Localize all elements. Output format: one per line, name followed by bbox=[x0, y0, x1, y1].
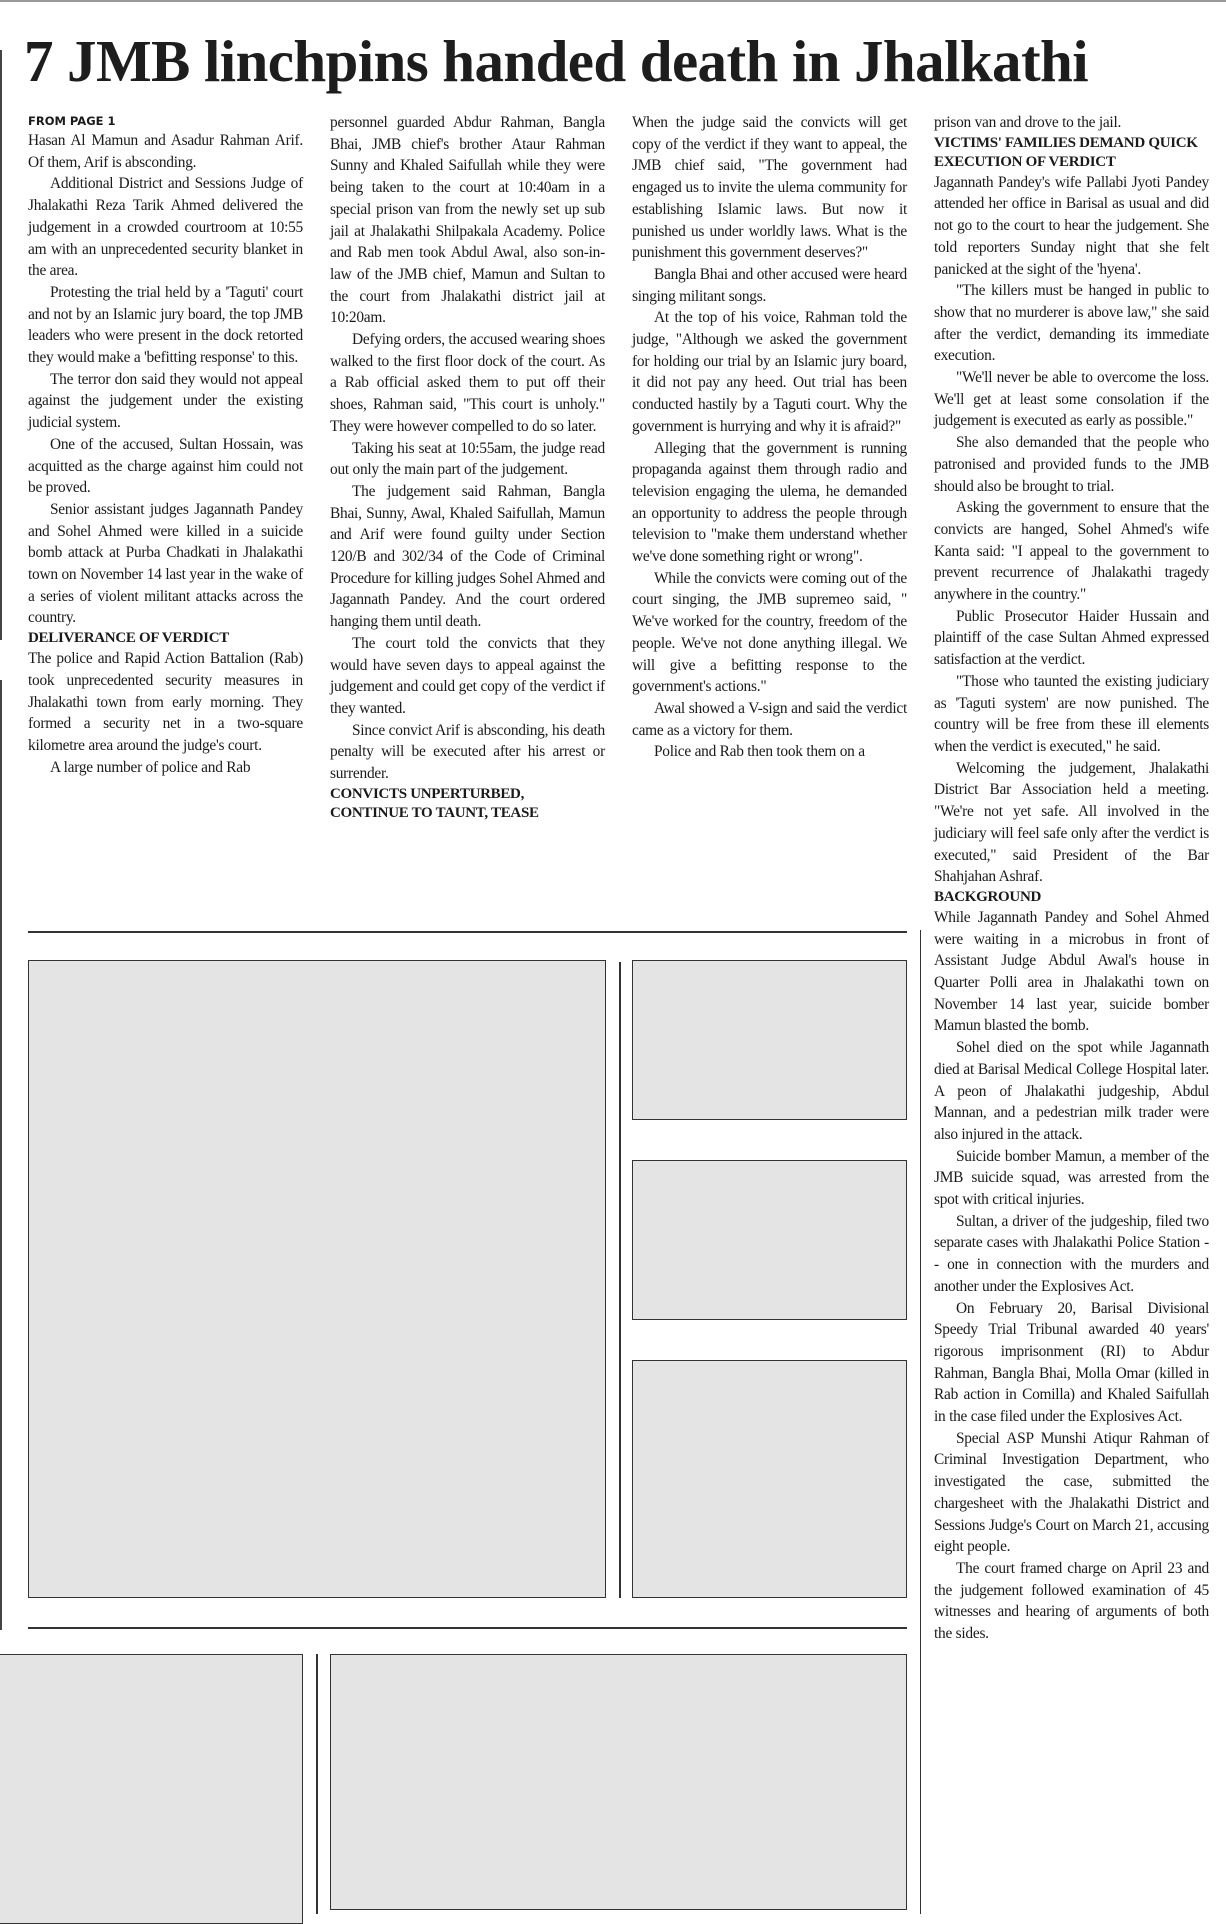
paragraph: The terror don said they would not appeal against the judgement under the existing judicial system. bbox=[28, 370, 303, 432]
paragraph: Suicide bomber Mamun, a member of the JMB suicide squad, was arrested from the spot with critical injuries. bbox=[934, 1147, 1209, 1209]
paragraph: Welcoming the judgement, Jhalakathi District Bar Association held a meeting. "We're not yet safe. All involved in the judiciary will feel safe only after the verdict is executed," said President of the Bar Shahjahan Ashraf. bbox=[934, 759, 1209, 886]
paragraph: Senior assistant judges Jagannath Pandey and Sohel Ahmed were killed in a suicide bomb attack at Purba Chadkati in Jhalakathi town on November 14 last year in the wake of a series of violent militant attacks across the country. bbox=[28, 500, 303, 627]
left-edge-rule bbox=[0, 680, 2, 1630]
paragraph: The court told the convicts that they would have seven days to appeal against the judgement and could get copy of the verdict if they wanted. bbox=[330, 634, 605, 717]
image-placeholder-bottom-right bbox=[330, 1654, 907, 1910]
paragraph: Jagannath Pandey's wife Pallabi Jyoti Pandey attended her office in Barisal as usual and did not go to the court to hear the judgement. She told reporters Sunday night that she felt panicked at the sight of the 'hyena'. bbox=[934, 173, 1209, 278]
paragraph: While Jagannath Pandey and Sohel Ahmed were waiting in a microbus in front of Assistant Judge Abdul Awal's house in Quarter Polli area in Jhalakathi town on November 14 last year, suicide bomber Mamun blasted the bomb. bbox=[934, 908, 1209, 1035]
subheading: VICTIMS' FAMILIES DEMAND QUICK EXECUTION OF VERDICT bbox=[934, 134, 1198, 170]
paragraph: A large number of police and Rab bbox=[50, 758, 251, 776]
paragraph: Hasan Al Mamun and Asadur Rahman Arif. Of them, Arif is absconding. bbox=[28, 132, 303, 171]
subheading: CONVICTS UNPERTURBED, CONTINUE TO TAUNT, TEASE bbox=[330, 785, 539, 821]
article-kicker: FROM PAGE 1 bbox=[28, 114, 116, 128]
paragraph: Sohel died on the spot while Jagannath died at Barisal Medical College Hospital later. A peon of Jhalakathi judgeship, Abdul Mannan, and a pedestrian milk trader were also injured in the attack. bbox=[934, 1039, 1209, 1143]
paragraph: Bangla Bhai and other accused were heard singing militant songs. bbox=[632, 265, 907, 305]
paragraph: personnel guarded Abdur Rahman, Bangla Bhai, JMB chief's brother Ataur Rahman Sunny and Khaled Saifullah while they were being taken to the court at 10:40am in a special prison van from the newly set up sub jail at Jhalakathi Shilpakala Academy. Police and Rab men took Abdul Awal, also son-in-law of the JMB chief, Mamun and Sultan to the court from Jhalakathi district jail at 10:20am. bbox=[330, 114, 605, 327]
paragraph: Sultan, a driver of the judgeship, filed two separate cases with Jhalakathi Police Station -- one in connection with the murders and another under the Explosives Act. bbox=[934, 1212, 1209, 1295]
paragraph: When the judge said the convicts will get copy of the verdict if they want to appeal, the JMB chief said, "The government had engaged us to invite the ulema community for establishing Islamic laws. But now it punished us under worldly laws. What is the punishment this government deserves?" bbox=[632, 114, 907, 262]
paragraph: Asking the government to ensure that the convicts are hanged, Sohel Ahmed's wife Kanta said: "I appeal to the government to prevent recurrence of Jhalakathi tragedy anywhere in the country." bbox=[934, 499, 1209, 604]
article-column-4 bbox=[934, 112, 1209, 1645]
paragraph: One of the accused, Sultan Hossain, was acquitted as the charge against him could not be proved. bbox=[28, 435, 303, 497]
image-placeholder-small-3 bbox=[632, 1360, 907, 1598]
image-placeholder-small-1 bbox=[632, 960, 907, 1120]
paragraph: She also demanded that the people who patronised and provided funds to the JMB should also be brought to trial. bbox=[934, 434, 1209, 495]
paragraph: On February 20, Barisal Divisional Speedy Trial Tribunal awarded 40 years' rigorous imprisonment (RI) to Abdur Rahman, Bangla Bhai, Molla Omar (killed in Rab action in Comilla) and Khaled Saifullah in the case filed under the Explosives Act. bbox=[934, 1299, 1209, 1426]
paragraph: Defying orders, the accused wearing shoes walked to the first floor dock of the court. As a Rab official asked them to put off their shoes, Rahman said, "This court is unholy." They were however compelled to do so later. bbox=[330, 331, 606, 435]
page-top-border bbox=[0, 0, 1226, 2]
paragraph: "Those who taunted the existing judiciary as 'Taguti system' are now punished. The country will be free from these ill elements when the verdict is executed," he said. bbox=[934, 672, 1209, 755]
paragraph: prison van and drove to the jail. bbox=[934, 114, 1122, 131]
paragraph: "The killers must be hanged in public to show that no murderer is above law," she said after the verdict, demanding its immediate execution. bbox=[934, 282, 1209, 365]
paragraph: Alleging that the government is running propaganda against them through radio and television engaging the ulema, he demanded an opportunity to address the people through television to "make them understand whether we've done something right or wrong". bbox=[632, 439, 907, 566]
paragraph: Special ASP Munshi Atiqur Rahman of Criminal Investigation Department, who investigated the case, submitted the chargesheet with the Jhalakathi District and Sessions Judge's Court on March 21, accusing eight people. bbox=[934, 1429, 1209, 1556]
article-column-3 bbox=[632, 112, 907, 763]
subheading: BACKGROUND bbox=[934, 888, 1042, 905]
subheading: DELIVERANCE OF VERDICT bbox=[28, 630, 229, 647]
image-placeholder-small-2 bbox=[632, 1160, 907, 1320]
paragraph: The police and Rapid Action Battalion (Rab) took unprecedented security measures in Jhalakathi town from early morning. They formed a security net in a two-square kilometre area around the judge's court. bbox=[28, 650, 303, 754]
paragraph: Public Prosecutor Haider Hussain and plaintiff of the case Sultan Ahmed expressed satisfaction at the verdict. bbox=[934, 607, 1209, 669]
paragraph: Police and Rab then took them on a bbox=[654, 743, 865, 761]
paragraph: While the convicts were coming out of the court singing, the JMB supremeo said, " We've worked for the country, freedom of the people. We've not done anything illegal. We will give a befitting response to the government's actions." bbox=[632, 569, 907, 696]
paragraph: Since convict Arif is absconding, his death penalty will be executed after his arrest or surrender. bbox=[330, 721, 605, 783]
left-edge-rule bbox=[0, 50, 2, 640]
article-column-2 bbox=[330, 112, 605, 823]
headline: 7 JMB linchpins handed death in Jhalkathi bbox=[24, 28, 1088, 94]
image-placeholder-large bbox=[28, 960, 606, 1598]
column-divider bbox=[920, 930, 921, 1914]
paragraph: "We'll never be able to overcome the loss. We'll get at least some consolation if the judgement is executed as early as possible." bbox=[934, 369, 1209, 430]
column-divider bbox=[316, 1654, 318, 1914]
section-divider bbox=[28, 1627, 907, 1629]
paragraph: Awal showed a V-sign and said the verdict came as a victory for them. bbox=[632, 699, 907, 739]
article-column-1 bbox=[28, 112, 303, 778]
image-placeholder-bottom-left bbox=[0, 1654, 303, 1924]
paragraph: Protesting the trial held by a 'Taguti' court and not by an Islamic jury board, the top JMB leaders who were present in the dock retorted they would make a 'befitting response' to this. bbox=[28, 283, 303, 367]
paragraph: At the top of his voice, Rahman told the judge, "Although we asked the government for holding our trial by an Islamic jury board, it did not pay any heed. Out trial has been conducted hastily by a Taguti court. Why the government is hurrying and why it is afraid?" bbox=[632, 309, 907, 435]
paragraph: Additional District and Sessions Judge of Jhalakathi Reza Tarik Ahmed delivered the judgement in a crowded courtroom at 10:55 am with an unprecedented security blanket in the area. bbox=[28, 175, 303, 280]
column-divider bbox=[619, 962, 621, 1598]
paragraph: The judgement said Rahman, Bangla Bhai, Sunny, Awal, Khaled Saifullah, Mamun and Arif were found guilty under Section 120/B and 302/34 of the Code of Criminal Procedure for killing judges Sohel Ahmed and Jagannath Pandey. And the court ordered hanging them until death. bbox=[330, 482, 605, 631]
section-divider bbox=[28, 931, 907, 933]
paragraph: The court framed charge on April 23 and the judgement followed examination of 45 witnesses and hearing of arguments of both the sides. bbox=[934, 1560, 1209, 1643]
paragraph: Taking his seat at 10:55am, the judge read out only the main part of the judgement. bbox=[330, 439, 605, 479]
